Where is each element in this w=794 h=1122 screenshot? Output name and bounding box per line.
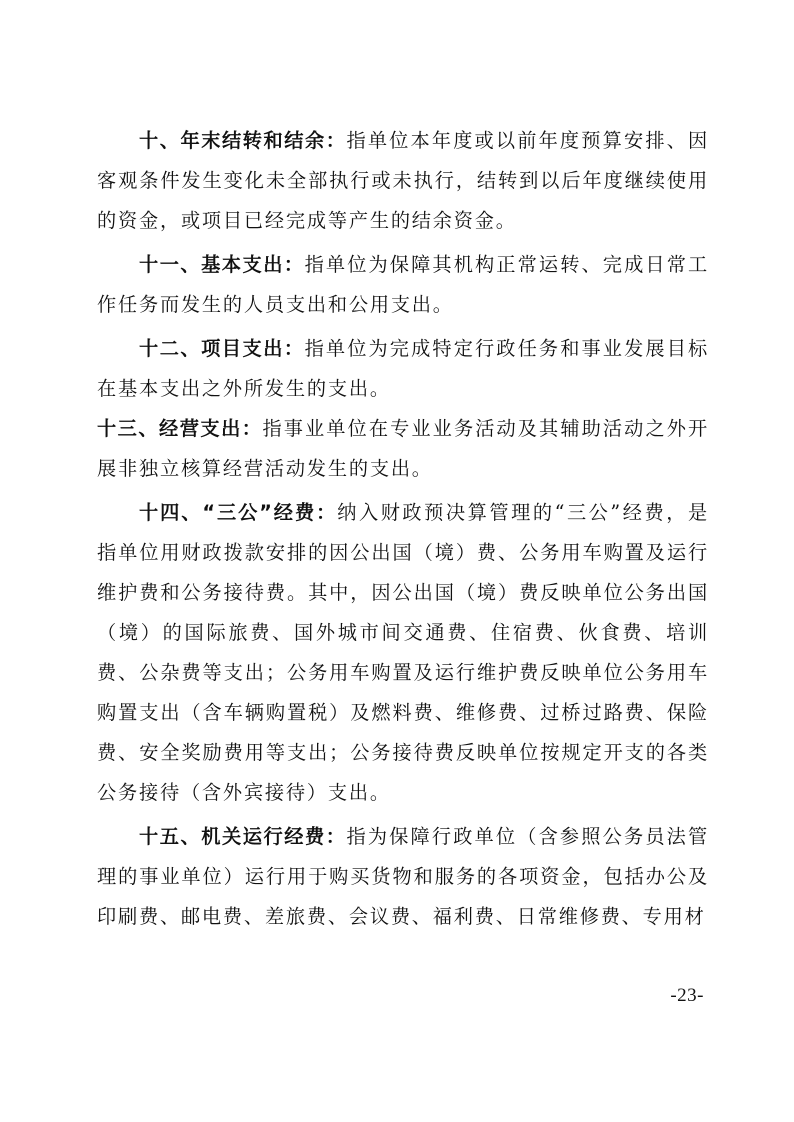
- page-number: -23-: [670, 985, 704, 1006]
- paragraph-agency-operating-funds: [97, 817, 709, 937]
- term-three-public-expenses: 十四、“三公”经费：: [139, 501, 338, 524]
- paragraph-project-expenditure: [97, 329, 709, 409]
- term-basic-expenditure: 十一、基本支出：: [139, 253, 305, 276]
- term-project-expenditure: 十二、项目支出：: [139, 337, 305, 360]
- paragraph-carryover-balance: [97, 121, 709, 241]
- paragraph-three-public-expenses: [97, 493, 709, 813]
- term-carryover-balance: 十、年末结转和结余：: [139, 129, 347, 152]
- definition-three-public-expenses: 纳入财政预决算管理的“三公”经费，是指单位用财政拨款安排的因公出国（境）费、公务用车购置及运行维护费和公务接待费。其中，因公出国（境）费反映单位公务出国（境）的国际旅费、国外城市间交通费、住宿费、伙食费、培训费、公杂费等支出；公务用车购置及运行维护费反映单位公务用车购置支出（含车辆购置税）及燃料费、维修费、过桥过路费、保险费、安全奖励费用等支出；公务接待费反映单位按规定开支的各类公务接待（含外宾接待）支出。: [97, 501, 709, 804]
- definition-project-expenditure: 指单位为完成特定行政任务和事业发展目标在基本支出之外所发生的支出。: [97, 337, 709, 400]
- term-agency-operating-funds: 十五、机关运行经费：: [139, 825, 347, 848]
- term-operating-expenditure: 十三、经营支出：: [97, 417, 263, 440]
- definition-carryover-balance: 指单位本年度或以前年度预算安排、因客观条件发生变化未全部执行或未执行，结转到以后年度继续使用的资金，或项目已经完成等产生的结余资金。: [97, 129, 709, 232]
- paragraph-basic-expenditure: [97, 245, 709, 325]
- definition-operating-expenditure: 指事业单位在专业业务活动及其辅助活动之外开展非独立核算经营活动发生的支出。: [97, 417, 709, 480]
- definition-agency-operating-funds: 指为保障行政单位（含参照公务员法管理的事业单位）运行用于购买货物和服务的各项资金，包括办公及印刷费、邮电费、差旅费、会议费、福利费、日常维修费、专用材: [97, 825, 709, 928]
- document-body: [97, 121, 709, 937]
- paragraph-operating-expenditure: [97, 409, 709, 489]
- definition-basic-expenditure: 指单位为保障其机构正常运转、完成日常工作任务而发生的人员支出和公用支出。: [97, 253, 709, 316]
